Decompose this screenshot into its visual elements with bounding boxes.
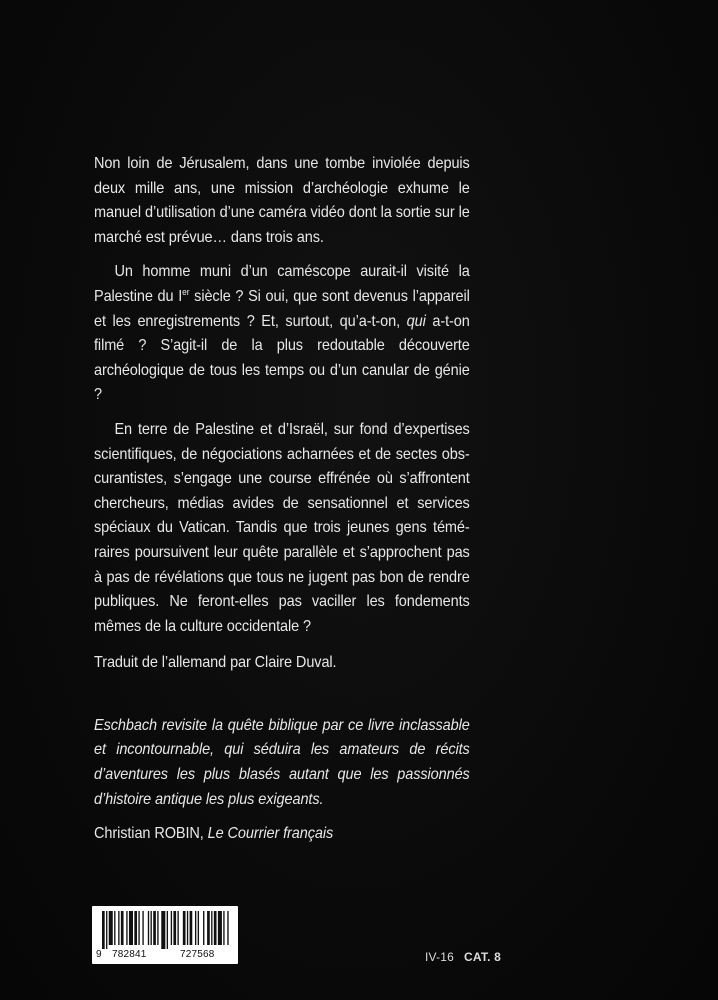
barcode-bar xyxy=(177,911,178,945)
isbn-barcode xyxy=(92,906,238,964)
barcode-bar xyxy=(183,911,186,945)
barcode-bar xyxy=(151,911,152,945)
barcode-bar xyxy=(102,911,105,949)
barcode-bar xyxy=(121,911,124,945)
barcode-bar xyxy=(203,911,204,945)
barcode-bar xyxy=(214,911,217,945)
blurb-paragraph-3: En terre de Palestine et d’Israël, sur fond d’expertises scientifiques, de négociations acharnées et de sectes obscurantistes, s’engage une course effrénée où s’affrontent chercheurs, médias avides de sensationnel et services spéciaux du Vatican. Tandis que trois jeunes gens téméraires poursuivent leur quête parallèle et s’approchent pas à pas de révélations que tous ne jugent pas bon de rendre publiques. Ne feront-elles pas vaciller les fondements mêmes de la culture occidentale ? xyxy=(94,420,470,635)
review-source xyxy=(94,822,470,847)
barcode-bar xyxy=(142,911,143,945)
barcode-bar xyxy=(187,911,188,945)
catalog-section: IV-16 xyxy=(425,950,455,964)
barcode-bar xyxy=(227,911,228,945)
barcode-bar xyxy=(134,911,137,945)
barcode-bar xyxy=(190,911,193,945)
catalog-code xyxy=(425,950,501,964)
review-author: Christian ROBIN, xyxy=(94,825,208,843)
catalog-category: CAT. 8 xyxy=(464,950,502,964)
barcode-bar xyxy=(148,911,149,945)
barcode-bar xyxy=(161,911,165,949)
barcode-bar xyxy=(109,911,113,945)
barcode-digits xyxy=(96,949,236,961)
barcode-group-2: 727568 xyxy=(180,949,215,960)
blurb-paragraph-2: Un homme muni d’un caméscope aurait-il visité la Palestine du Ier siècle ? Si oui, que sont devenus l’appareil et les enregistrements ? Et, surtout, qu’a-t-on, qui a-t-on filmé ? S’agit-il de la plus redoutable découverte archéologique de tous les temps ou d’un canular de génie ? xyxy=(94,263,470,404)
barcode-bar xyxy=(173,911,176,945)
blurb-paragraph-1: Non loin de Jérusalem, dans une tombe inviolée depuis deux mille ans, une mission d’archéologie exhume le manuel d’utilisation d’une caméra vidéo dont la sortie sur le marché est prévue… dans trois ans. xyxy=(94,155,470,246)
blurb-text xyxy=(94,152,470,857)
barcode-bar xyxy=(153,911,156,945)
review-publication: Le Courrier français xyxy=(207,825,334,843)
barcode-bar xyxy=(207,911,210,945)
barcode-bar xyxy=(167,911,168,949)
barcode-bar xyxy=(211,911,212,945)
barcode-bar xyxy=(223,911,224,945)
translator-credit: Traduit de l’allemand par Claire Duval. xyxy=(94,654,337,672)
barcode-bar xyxy=(126,911,127,945)
barcode-bars xyxy=(102,911,230,949)
barcode-bar xyxy=(114,911,115,945)
barcode-bar xyxy=(129,911,133,945)
barcode-bar xyxy=(195,911,196,945)
barcode-bar xyxy=(171,911,172,945)
barcode-bar xyxy=(138,911,139,945)
review-quote: Eschbach revisite la quête biblique par ce livre inclassable et incontournable, qui séduira les amateurs de récits d’aventures les plus blasés autant que les passionnés d’histoire antique les plus exigeants. xyxy=(94,716,470,808)
barcode-group-1: 782841 xyxy=(112,949,147,960)
barcode-bar xyxy=(198,911,199,945)
barcode-bar xyxy=(118,911,119,945)
barcode-bar xyxy=(106,911,107,949)
barcode-bar xyxy=(157,911,158,945)
barcode-bar xyxy=(218,911,222,945)
barcode-first-digit: 9 xyxy=(96,949,102,960)
